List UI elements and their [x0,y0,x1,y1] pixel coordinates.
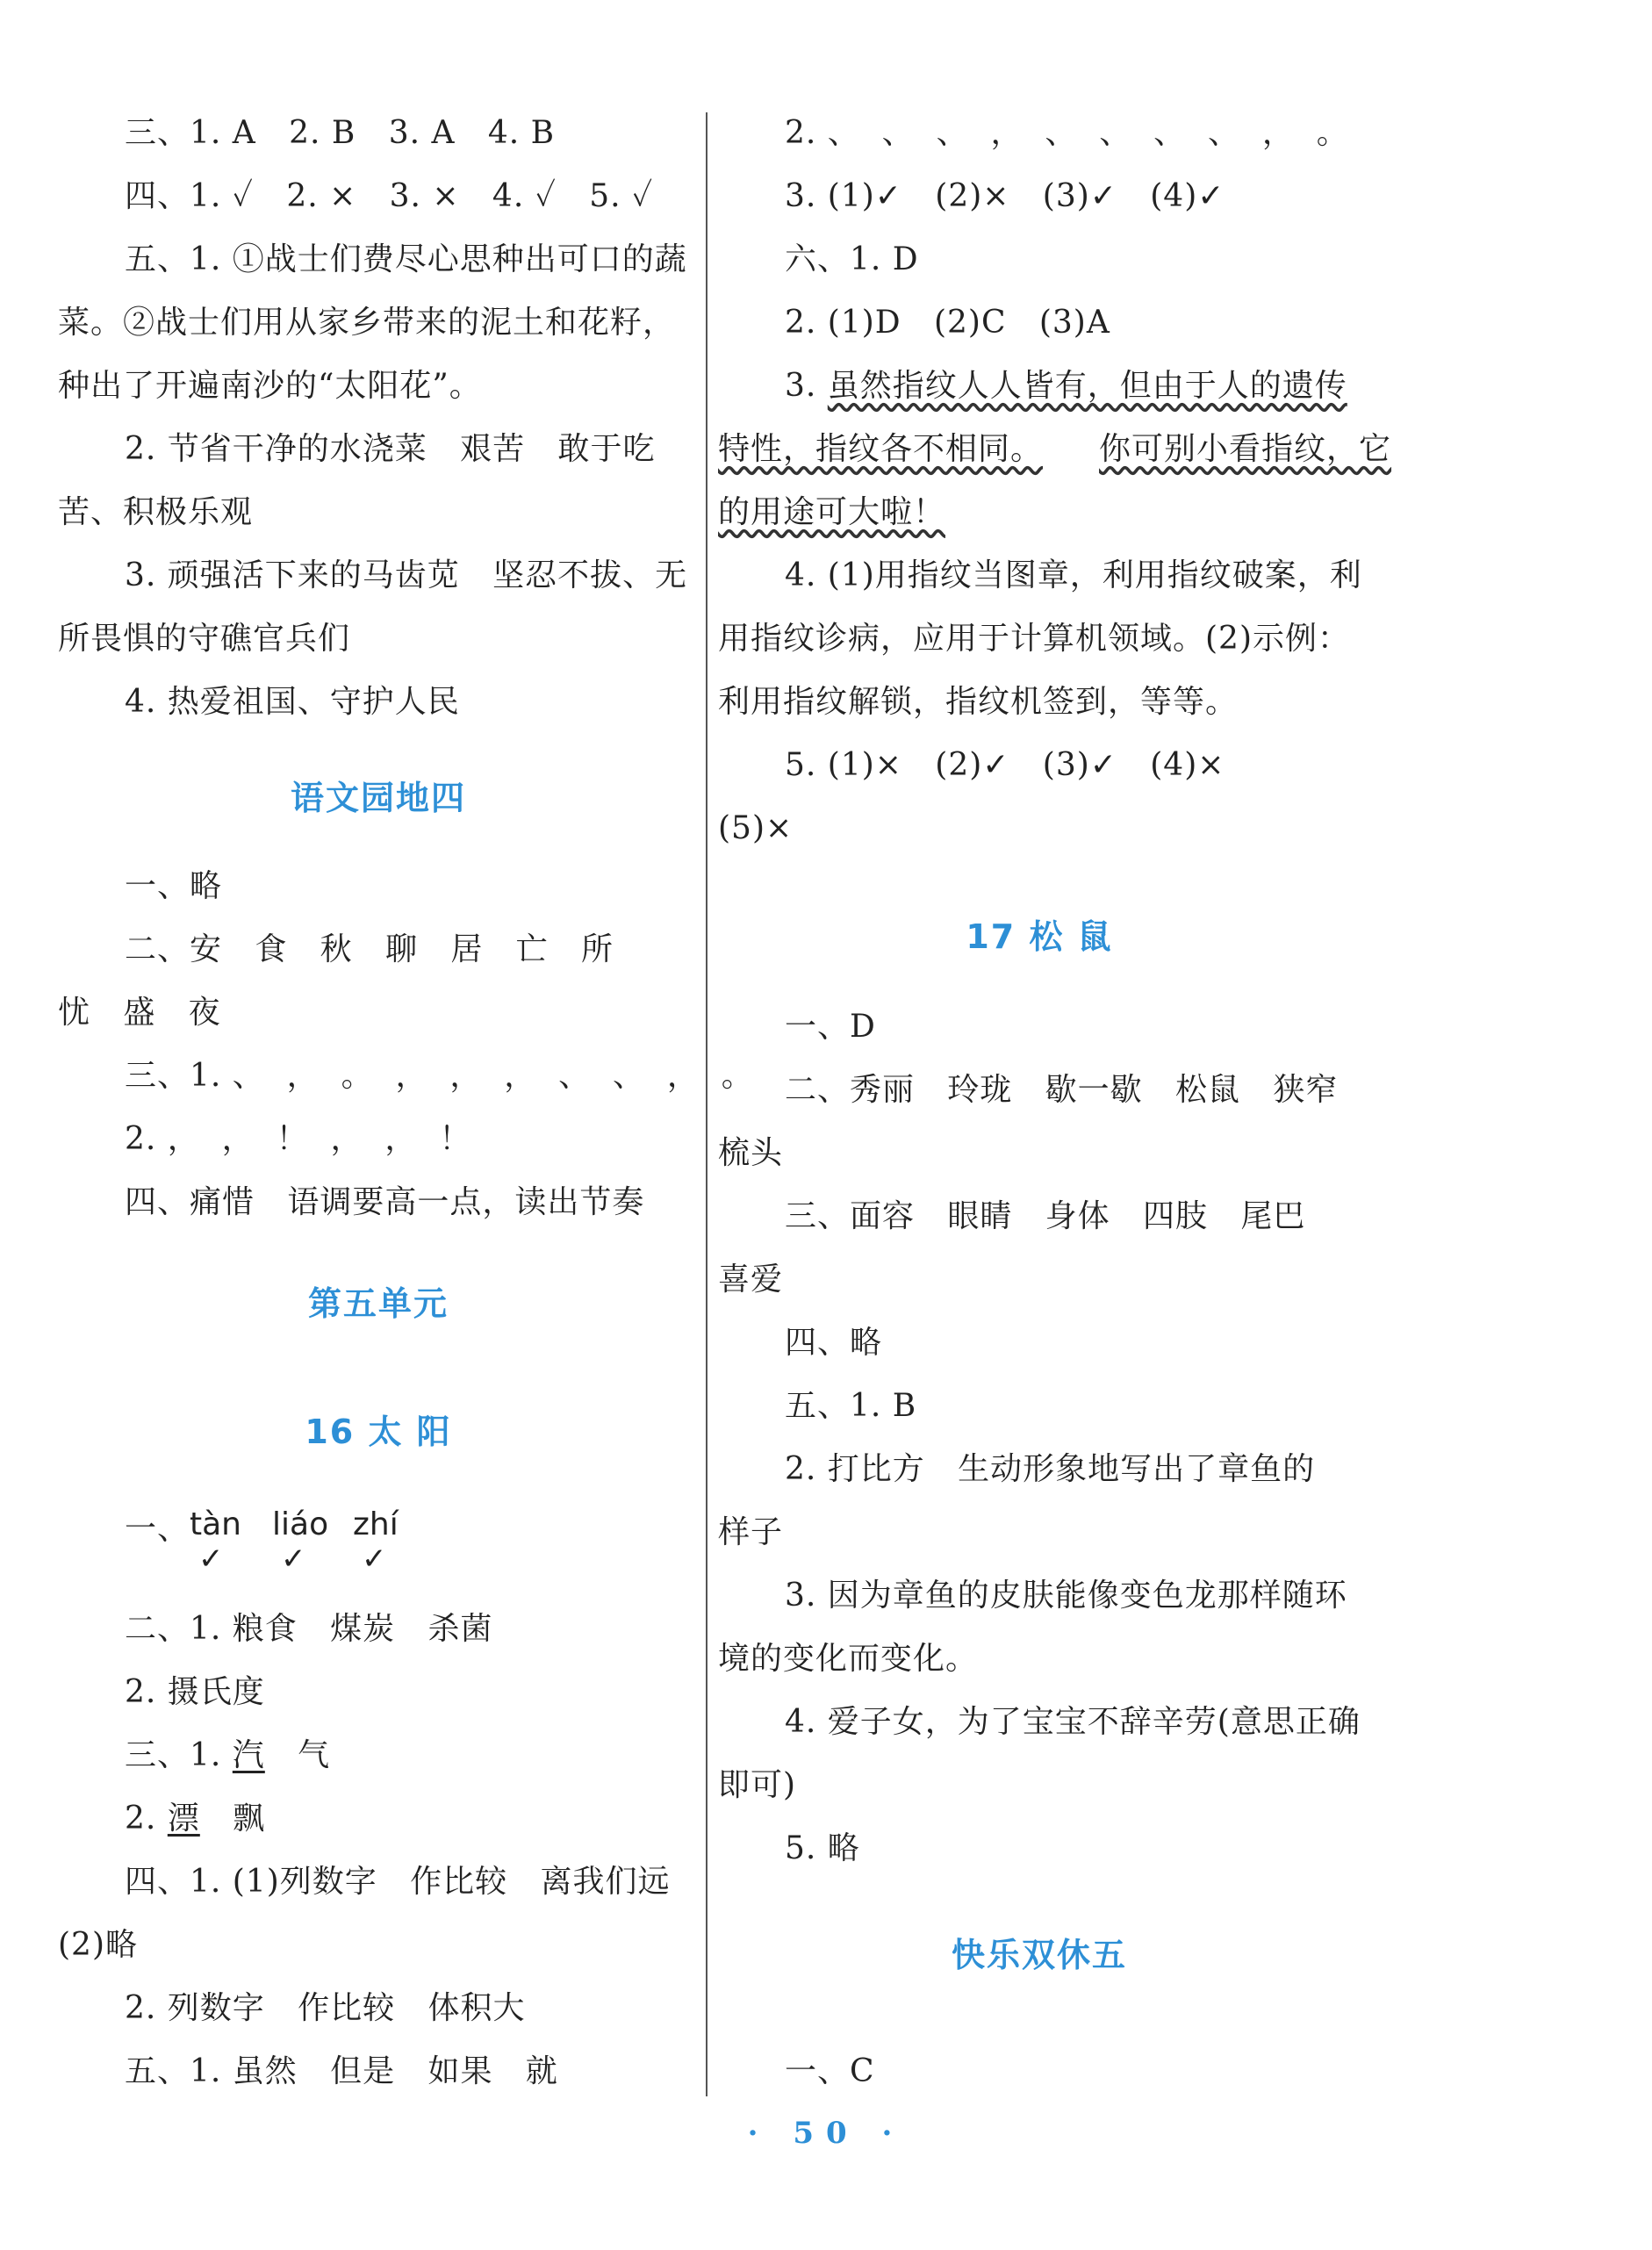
answer-line: 梳头 [718,1135,784,1171]
answer-line: 一、D [785,1009,876,1045]
answer-line: 3. 因为章鱼的皮肤能像变色龙那样随环 [785,1578,1347,1614]
item-label: 2. [125,1801,168,1837]
lesson-heading: 16 太 阳 [305,1413,452,1451]
answer-line: 4. 热爱祖国、守护人民 [125,684,460,720]
answer-line: 5. (1)× (2)✓ (3)✓ (4)× [785,747,1225,783]
answer-line: 三、面容 眼睛 身体 四肢 尾巴 [785,1198,1306,1234]
answer-line: 一、略 [125,868,223,904]
answer-line: 四、1. (1)列数字 作比较 离我们远 [125,1864,671,1900]
answer-line [785,367,1347,406]
answer-line: 四、略 [785,1325,883,1361]
wavy-underlined-text: 你可别小看指纹，它 [1099,431,1392,467]
lesson-heading: 17 松 鼠 [966,917,1113,956]
answer-line: 二、秀丽 玲珑 歇一歇 松鼠 狭窄 [785,1072,1339,1108]
answer-line: 2. 打比方 生动形象地写出了章鱼的 [785,1451,1316,1487]
answer-line: 2. (1)D (2)C (3)A [785,305,1110,341]
answer-line: 四、1. ✓ 2. × 3. × 4. ✓ 5. ✓ [125,178,654,214]
pinyin-answer: zhí [353,1506,399,1542]
item-label: 3. [785,368,828,404]
answer-line: 苦、积极乐观 [58,494,254,530]
answer-line: 所畏惧的守礁官兵们 [58,621,351,657]
answer-line: 5. 略 [785,1830,860,1866]
answer-line: 忧 盛 夜 [58,995,221,1031]
answer-line: (5)× [718,810,794,846]
answer-line: 境的变化而变化。 [718,1641,979,1677]
answer-line: 五、1. ①战士们费尽心思种出可口的蔬 [125,241,687,277]
answer-line: 五、1. 虽然 但是 如果 就 [125,2053,558,2089]
answer-line: 种出了开遍南沙的“太阳花”。 [58,368,482,404]
underlined-char: 汽 [232,1737,265,1773]
section-heading: 快乐双休五 [951,1936,1127,1974]
answer-line [718,493,945,532]
column-divider [706,112,707,2096]
answer-line: 二、1. 粮食 煤炭 杀菌 [125,1611,493,1647]
answer-line: 喜爱 [718,1262,784,1298]
answer-line: (2)略 [58,1927,138,1963]
check-icon: ✓ [281,1542,306,1577]
item-text: 气 [264,1737,331,1773]
answer-line: 样子 [718,1514,784,1550]
answer-line: 2. 列数字 作比较 体积大 [125,1990,526,2026]
answer-line: 五、1. B [785,1388,917,1424]
underlined-char: 漂 [167,1801,200,1837]
answer-line: 2. ， ， ！ ， ， ！ [125,1121,472,1157]
answer-line: 3. 顽强活下来的马齿苋 坚忍不拔、无 [125,557,688,593]
check-icon: ✓ [362,1542,387,1577]
answer-line: 一、C [785,2053,875,2089]
answer-line: 一、 [125,1511,190,1547]
page-number: · 50 · [747,2116,905,2151]
answer-line [718,430,1391,469]
answer-line: 2. 、 、 、 ， 、 、 、 、 ， 。 [785,115,1349,151]
answer-line: 四、痛惜 语调要高一点，读出节奏 [125,1184,645,1220]
answer-line: 2. 摄氏度 [125,1674,265,1710]
answer-line: 三、1. A 2. B 3. A 4. B [125,115,556,151]
answer-line: 3. (1)✓ (2)× (3)✓ (4)✓ [785,178,1225,214]
answer-line: 六、1. D [785,241,919,277]
answer-line: 即可) [718,1767,797,1803]
wavy-underlined-text: 特性，指纹各不相同。 [718,431,1044,467]
wavy-underlined-text: 虽然指纹人人皆有，但由于人的遗传 [827,368,1347,404]
check-icon: ✓ [198,1542,224,1577]
unit-heading: 第五单元 [307,1284,449,1323]
answer-line: 4. 爱子女，为了宝宝不辞辛劳(意思正确 [785,1704,1361,1740]
answer-line: 菜。②战士们用从家乡带来的泥土和花籽， [58,305,676,341]
answer-line [125,1736,330,1775]
pinyin-answer: tàn [190,1506,241,1542]
answer-line: 利用指纹解锁，指纹机签到，等等。 [718,684,1239,720]
pinyin-answer: liáo [272,1506,329,1542]
item-text: 飘 [199,1801,266,1837]
answer-line: 三、1. 、 ， 。 ， ， ， 、 、 ， 。 [125,1058,754,1094]
answer-line [125,1800,265,1838]
answer-line: 4. (1)用指纹当图章，利用指纹破案，利 [785,557,1362,593]
answer-line: 2. 节省干净的水浇菜 艰苦 敢于吃 [125,431,656,467]
answer-line: 二、安 食 秋 聊 居 亡 所 [125,931,614,967]
answer-line: 用指纹诊病，应用于计算机领域。(2)示例： [718,621,1350,657]
wavy-underlined-text: 的用途可大啦！ [718,494,946,530]
section-heading: 语文园地四 [290,779,466,817]
item-label: 三、1. [125,1737,233,1773]
